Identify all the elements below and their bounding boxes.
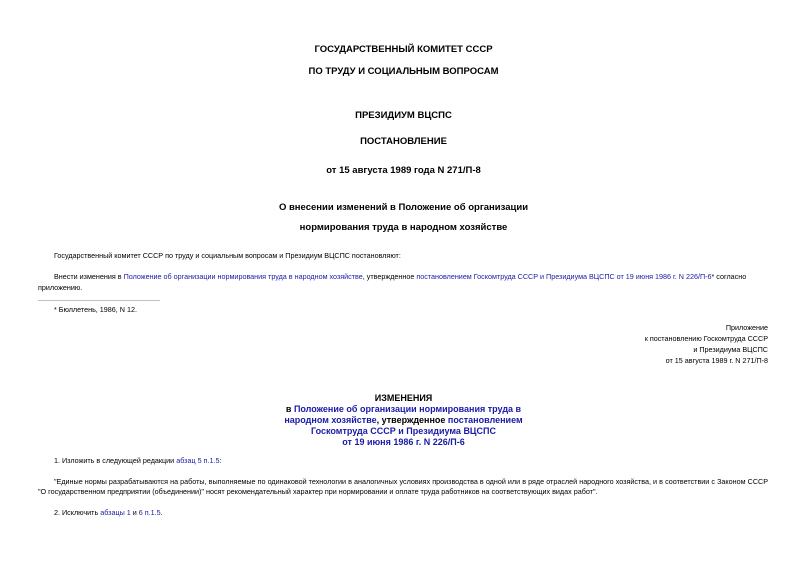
resolution-text-c: * согласно: [711, 272, 747, 281]
item-2-link-1[interactable]: абзацы 1: [100, 508, 131, 517]
resolution-text-a: Внести изменения в: [54, 272, 124, 281]
resolution-1986-link[interactable]: постановлением Госкомтруда СССР и Президиума ВЦСПС от 19 июня 1986 г. N 226/П-6: [416, 272, 712, 281]
committee-name-line2: ПО ТРУДУ И СОЦИАЛЬНЫМ ВОПРОСАМ: [308, 66, 499, 77]
changes-line3: [0, 426, 807, 437]
item-1: [54, 456, 221, 466]
resolution-paragraph-cont: приложению.: [38, 283, 83, 292]
intro-paragraph: Государственный комитет СССР по труду и социальным вопросам и Президиум ВЦСПС постановляют:: [54, 251, 401, 260]
item-2-suffix: .: [160, 508, 163, 517]
appendix-line2: к постановлению Госкомтруда СССР: [644, 334, 768, 343]
item-1-suffix: :: [219, 456, 222, 465]
changes-line1: [0, 404, 807, 415]
appendix-line1: Приложение: [725, 323, 768, 332]
changes-line2: [0, 415, 807, 426]
resolution-paragraph: [54, 272, 746, 282]
document-type: ПОСТАНОВЛЕНИЕ: [360, 136, 447, 147]
committee-name-line1: ГОСУДАРСТВЕННЫЙ КОМИТЕТ СССР: [314, 44, 493, 55]
changes-line4: [0, 437, 807, 448]
appendix-line4: от 15 августа 1989 г. N 271/П-8: [665, 356, 768, 365]
appendix-line3: и Президиума ВЦСПС: [693, 345, 768, 354]
regulation-link[interactable]: Положение об организации нормирования труда в народном хозяйстве: [123, 272, 363, 281]
document-title-line2: нормирования труда в народном хозяйстве: [299, 222, 508, 233]
presidium-name: ПРЕЗИДИУМ ВЦСПС: [355, 110, 452, 121]
item-1-text: 1. Изложить в следующей редакции: [54, 456, 177, 465]
item-1-quote: "Единые нормы разрабатываются на работы, выполняемые по одинаковой технологии в аналогичных условиях производства в одной или в ряде отраслей народного хозяйства, и в соответствии с Законом СССР "О государственном предприятии (объединении)" носят рекомендательный характер при нормировании и оплате труда работников на соответствующих видах работ".: [38, 477, 768, 496]
item-2-link-2[interactable]: 6 п.1.5: [138, 508, 161, 517]
changes-resolution-link[interactable]: постановлением: [447, 415, 523, 425]
footnote-text: * Бюллетень, 1986, N 12.: [54, 305, 137, 314]
changes-title: ИЗМЕНЕНИЯ: [374, 393, 433, 403]
changes-resolution-date-link[interactable]: от 19 июня 1986 г. N 226/П-6: [342, 437, 465, 447]
item-2-text: 2. Исключить: [54, 508, 101, 517]
item-2: [54, 508, 163, 518]
footnote-divider: [38, 300, 160, 301]
document-date: от 15 августа 1989 года N 271/П-8: [326, 165, 481, 176]
item-2-conj: и: [130, 508, 139, 517]
resolution-text-b: , утвержденное: [362, 272, 417, 281]
document-title-line1: О внесении изменений в Положение об организации: [278, 202, 529, 213]
item-1-link[interactable]: абзац 5 п.1.5: [176, 456, 220, 465]
changes-regulation-link[interactable]: Положение об организации нормирования труда в: [293, 404, 522, 414]
changes-line2-text: , утвержденное: [376, 415, 448, 425]
changes-regulation-link-cont[interactable]: народном хозяйстве: [284, 415, 377, 425]
changes-line1-prefix: в: [285, 404, 294, 414]
changes-resolution-link-cont[interactable]: Госкомтруда СССР и Президиума ВЦСПС: [311, 426, 496, 436]
